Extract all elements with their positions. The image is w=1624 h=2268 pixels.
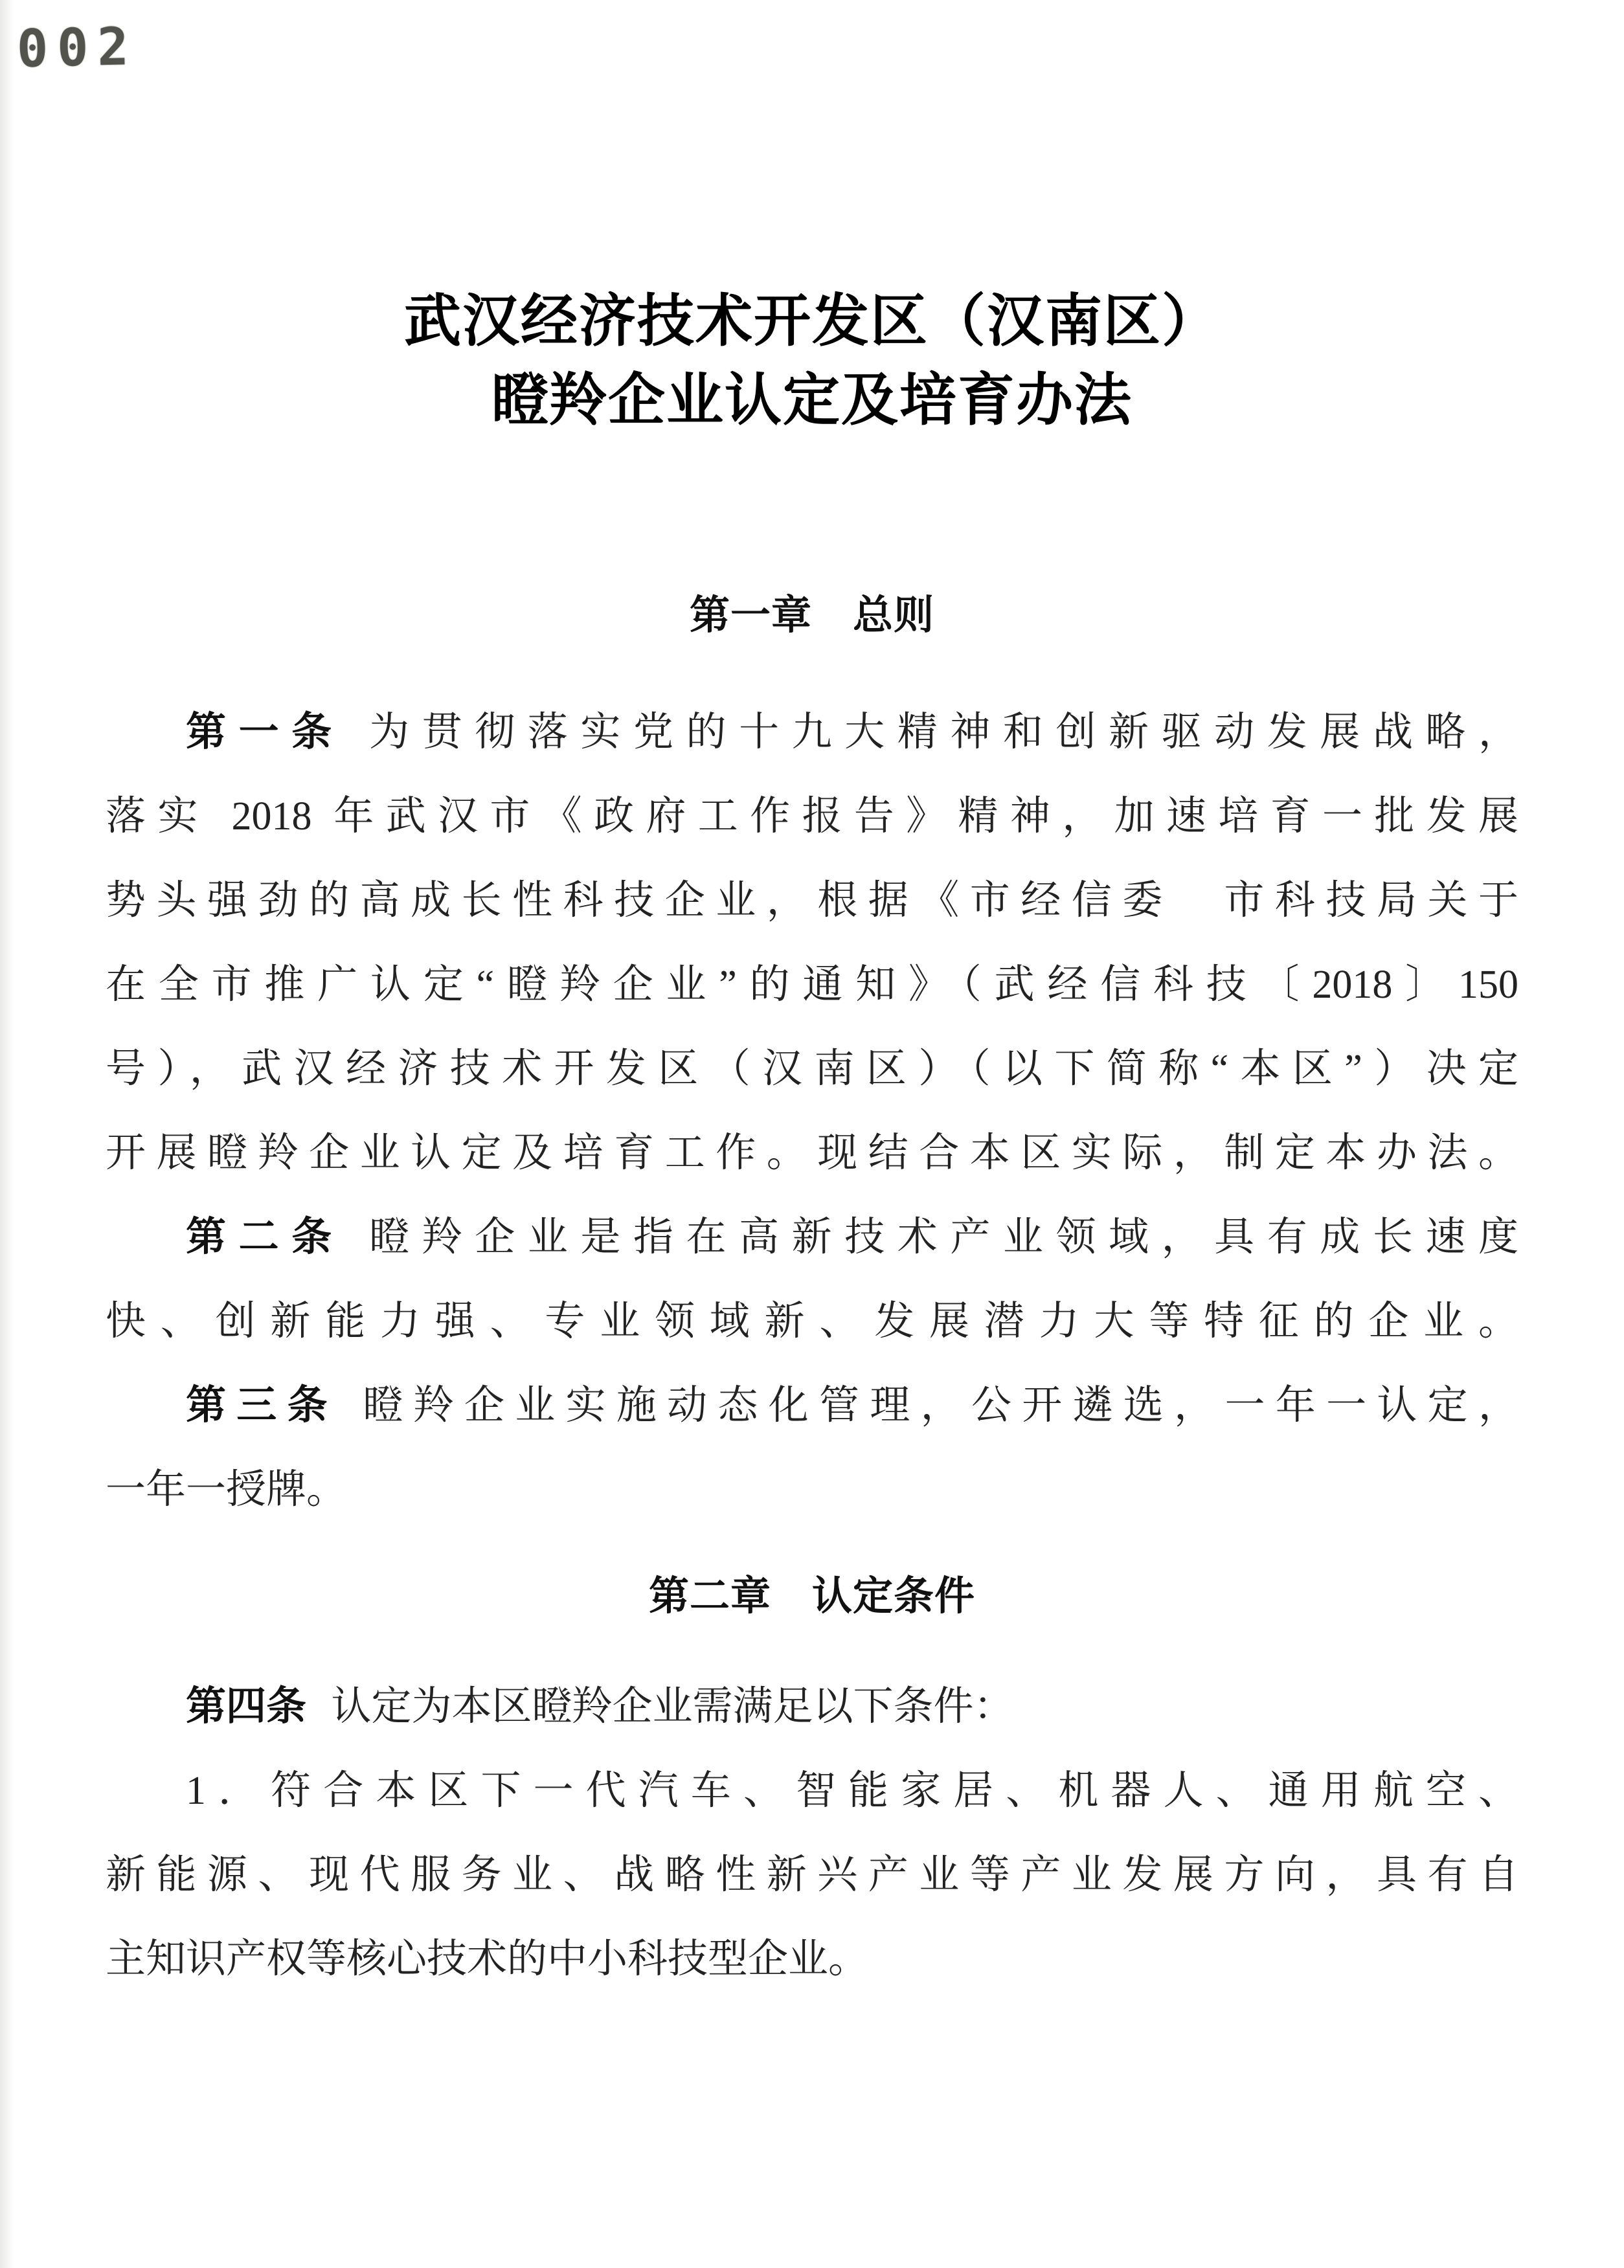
body-line	[106, 859, 1518, 943]
body-line	[106, 690, 1518, 774]
body-line	[106, 1364, 1518, 1448]
line-text: 瞪羚企业实施动态化管理，公开遴选，一年一认定，	[363, 1384, 1518, 1428]
line-text: 主知识产权等核心技术的中小科技型企业。	[106, 1937, 869, 1981]
line-text: 1．符合本区下一代汽车、智能家居、机器人、通用航空、	[186, 1769, 1518, 1813]
body-line	[106, 774, 1518, 859]
line-text: 势头强劲的高成长性科技企业，根据《市经信委 市科技局关于	[106, 879, 1518, 923]
line-text: 号），武汉经济技术开发区（汉南区）（以下简称“本区”）决定	[106, 1047, 1518, 1091]
body-line	[106, 1027, 1518, 1111]
line-text: 瞪羚企业是指在高新技术产业领域，具有成长速度	[369, 1215, 1518, 1259]
chapter-heading-2: 第二章 认定条件	[648, 1574, 975, 1619]
body-line	[106, 1833, 1518, 1917]
article-number: 第三条	[186, 1383, 338, 1428]
article-number: 第二条	[186, 1215, 344, 1259]
body-line	[106, 1749, 1518, 1833]
line-text: 开展瞪羚企业认定及培育工作。现结合本区实际，制定本办法。	[106, 1131, 1518, 1175]
body-line	[106, 1448, 1518, 1532]
document-body	[106, 690, 1518, 2001]
article-number: 第四条	[186, 1684, 307, 1729]
line-text: 在全市推广认定“瞪羚企业”的通知》（武经信科技〔2018〕150	[106, 963, 1518, 1007]
body-line	[106, 943, 1518, 1027]
line-text: 为贯彻落实党的十九大精神和创新驱动发展战略，	[369, 710, 1518, 754]
document-title-line-1: 武汉经济技术开发区（汉南区）	[403, 291, 1220, 354]
article-number: 第一条	[186, 710, 344, 754]
chapter-heading-1: 第一章 总则	[689, 593, 934, 638]
line-text: 一年一授牌。	[106, 1468, 347, 1512]
page-number-stamp: 002	[16, 16, 139, 79]
body-line	[106, 1279, 1518, 1364]
line-text: 新能源、现代服务业、战略性新兴产业等产业发展方向，具有自	[106, 1853, 1518, 1897]
line-text: 落实 2018 年武汉市《政府工作报告》精神，加速培育一批发展	[106, 794, 1518, 838]
line-text: 快、创新能力强、专业领域新、发展潜力大等特征的企业。	[106, 1299, 1518, 1343]
document-title	[0, 283, 1624, 441]
body-line	[106, 1917, 1518, 2001]
document-title-line-2: 瞪羚企业认定及培育办法	[491, 370, 1133, 432]
body-line	[106, 1665, 1518, 1749]
body-line	[106, 1111, 1518, 1195]
line-text: 认定为本区瞪羚企业需满足以下条件：	[331, 1685, 1014, 1729]
body-line	[106, 1195, 1518, 1279]
